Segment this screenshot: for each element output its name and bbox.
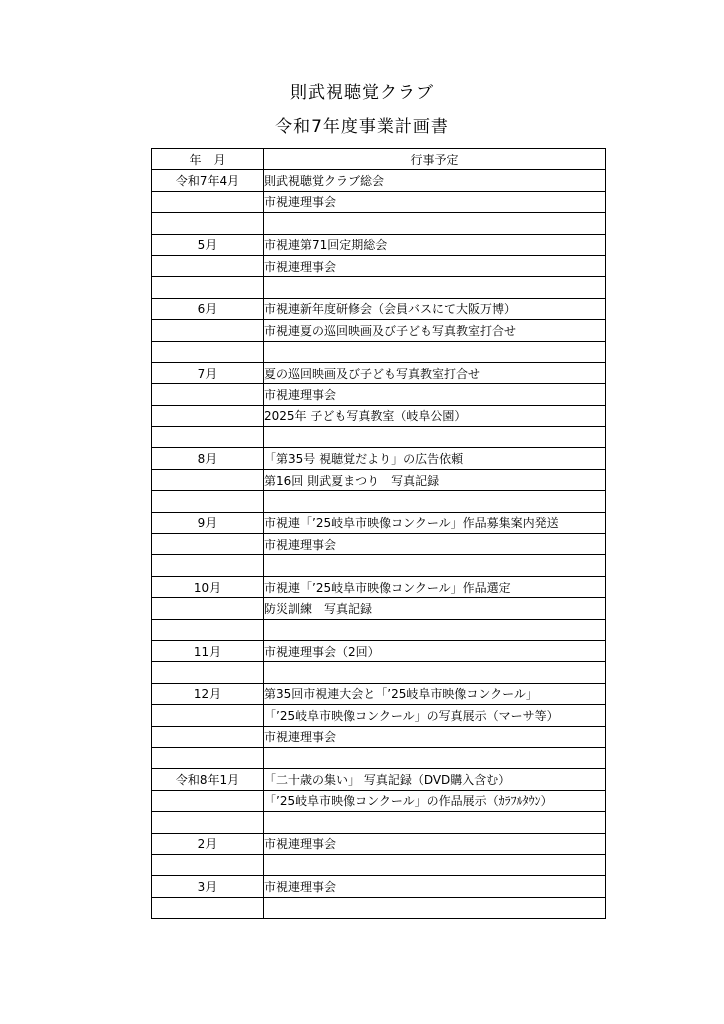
month-cell: 6月 xyxy=(152,298,264,319)
event-cell xyxy=(264,812,606,833)
month-cell xyxy=(152,854,264,875)
table-row xyxy=(152,427,606,448)
event-cell: 市視連理事会（2回） xyxy=(264,640,606,661)
table-row xyxy=(152,320,606,341)
event-cell xyxy=(264,662,606,683)
month-cell xyxy=(152,790,264,811)
month-cell xyxy=(152,213,264,234)
schedule-table xyxy=(151,148,606,919)
table-row xyxy=(152,683,606,704)
event-cell: 則武視聴覚クラブ総会 xyxy=(264,170,606,191)
table-row xyxy=(152,448,606,469)
table-row xyxy=(152,234,606,255)
event-cell: 市視連理事会 xyxy=(264,833,606,854)
table-row xyxy=(152,662,606,683)
header-event: 行事予定 xyxy=(264,149,606,170)
event-cell: 夏の巡回映画及び子ども写真教室打合せ xyxy=(264,362,606,383)
event-cell: 2025年 子ども写真教室（岐阜公園） xyxy=(264,405,606,426)
header-month: 年 月 xyxy=(152,149,264,170)
month-cell xyxy=(152,747,264,768)
event-cell xyxy=(264,491,606,512)
month-cell xyxy=(152,427,264,448)
table-row xyxy=(152,619,606,640)
event-cell: 市視連理事会 xyxy=(264,384,606,405)
month-cell xyxy=(152,320,264,341)
table-row xyxy=(152,833,606,854)
event-cell xyxy=(264,747,606,768)
month-cell: 令和7年4月 xyxy=(152,170,264,191)
month-cell xyxy=(152,662,264,683)
table-row xyxy=(152,213,606,234)
event-cell: 市視連新年度研修会（会員バスにて大阪万博） xyxy=(264,298,606,319)
table-row xyxy=(152,255,606,276)
table-row xyxy=(152,726,606,747)
event-cell: 第16回 則武夏まつり 写真記録 xyxy=(264,469,606,490)
event-cell: 市視連理事会 xyxy=(264,191,606,212)
event-cell: 市視連理事会 xyxy=(264,534,606,555)
event-cell: 市視連理事会 xyxy=(264,255,606,276)
table-row xyxy=(152,790,606,811)
month-cell: 7月 xyxy=(152,362,264,383)
event-cell: 市視連理事会 xyxy=(264,876,606,897)
event-cell: 市視連夏の巡回映画及び子ども写真教室打合せ xyxy=(264,320,606,341)
month-cell: 12月 xyxy=(152,683,264,704)
month-cell xyxy=(152,405,264,426)
month-cell xyxy=(152,705,264,726)
month-cell: 11月 xyxy=(152,640,264,661)
event-cell xyxy=(264,341,606,362)
month-cell xyxy=(152,277,264,298)
month-cell xyxy=(152,726,264,747)
table-row xyxy=(152,362,606,383)
month-cell xyxy=(152,191,264,212)
event-cell xyxy=(264,555,606,576)
table-row xyxy=(152,469,606,490)
month-cell xyxy=(152,598,264,619)
month-cell xyxy=(152,255,264,276)
event-cell: 市視連「’25岐阜市映像コンクール」作品募集案内発送 xyxy=(264,512,606,533)
table-row xyxy=(152,897,606,918)
event-cell xyxy=(264,277,606,298)
table-row xyxy=(152,191,606,212)
event-cell: 「’25岐阜市映像コンクール」の写真展示（マーサ等） xyxy=(264,705,606,726)
event-cell: 第35回市視連大会と「’25岐阜市映像コンクール」 xyxy=(264,683,606,704)
table-row xyxy=(152,534,606,555)
event-cell xyxy=(264,897,606,918)
month-cell xyxy=(152,384,264,405)
table-row xyxy=(152,298,606,319)
month-cell: 2月 xyxy=(152,833,264,854)
table-row xyxy=(152,277,606,298)
event-cell: 市視連第71回定期総会 xyxy=(264,234,606,255)
table-row xyxy=(152,640,606,661)
event-cell: 「’25岐阜市映像コンクール」の作品展示（ｶﾗﾌﾙﾀｳﾝ） xyxy=(264,790,606,811)
table-row xyxy=(152,705,606,726)
month-cell xyxy=(152,469,264,490)
month-cell xyxy=(152,491,264,512)
month-cell: 令和8年1月 xyxy=(152,769,264,790)
month-cell: 8月 xyxy=(152,448,264,469)
schedule-body xyxy=(152,170,606,919)
table-row xyxy=(152,812,606,833)
document-subtitle: 令和7年度事業計画書 xyxy=(275,117,449,137)
table-row xyxy=(152,555,606,576)
table-row xyxy=(152,491,606,512)
event-cell xyxy=(264,854,606,875)
event-cell: 「二十歳の集い」 写真記録（DVD購入含む） xyxy=(264,769,606,790)
table-row xyxy=(152,769,606,790)
table-row xyxy=(152,854,606,875)
document-title: 則武視聴覚クラブ xyxy=(290,83,434,103)
table-row xyxy=(152,384,606,405)
table-header-row xyxy=(152,149,606,170)
table-row xyxy=(152,747,606,768)
event-cell: 市視連「’25岐阜市映像コンクール」作品選定 xyxy=(264,576,606,597)
event-cell: 「第35号 視聴覚だより」の広告依頼 xyxy=(264,448,606,469)
event-cell xyxy=(264,213,606,234)
table-row xyxy=(152,598,606,619)
month-cell: 10月 xyxy=(152,576,264,597)
month-cell xyxy=(152,897,264,918)
month-cell xyxy=(152,812,264,833)
table-row xyxy=(152,170,606,191)
event-cell: 防災訓練 写真記録 xyxy=(264,598,606,619)
table-row xyxy=(152,405,606,426)
month-cell xyxy=(152,619,264,640)
table-row xyxy=(152,876,606,897)
month-cell: 5月 xyxy=(152,234,264,255)
month-cell: 9月 xyxy=(152,512,264,533)
month-cell: 3月 xyxy=(152,876,264,897)
month-cell xyxy=(152,341,264,362)
table-row xyxy=(152,576,606,597)
month-cell xyxy=(152,534,264,555)
event-cell: 市視連理事会 xyxy=(264,726,606,747)
table-row xyxy=(152,512,606,533)
event-cell xyxy=(264,427,606,448)
event-cell xyxy=(264,619,606,640)
month-cell xyxy=(152,555,264,576)
table-row xyxy=(152,341,606,362)
